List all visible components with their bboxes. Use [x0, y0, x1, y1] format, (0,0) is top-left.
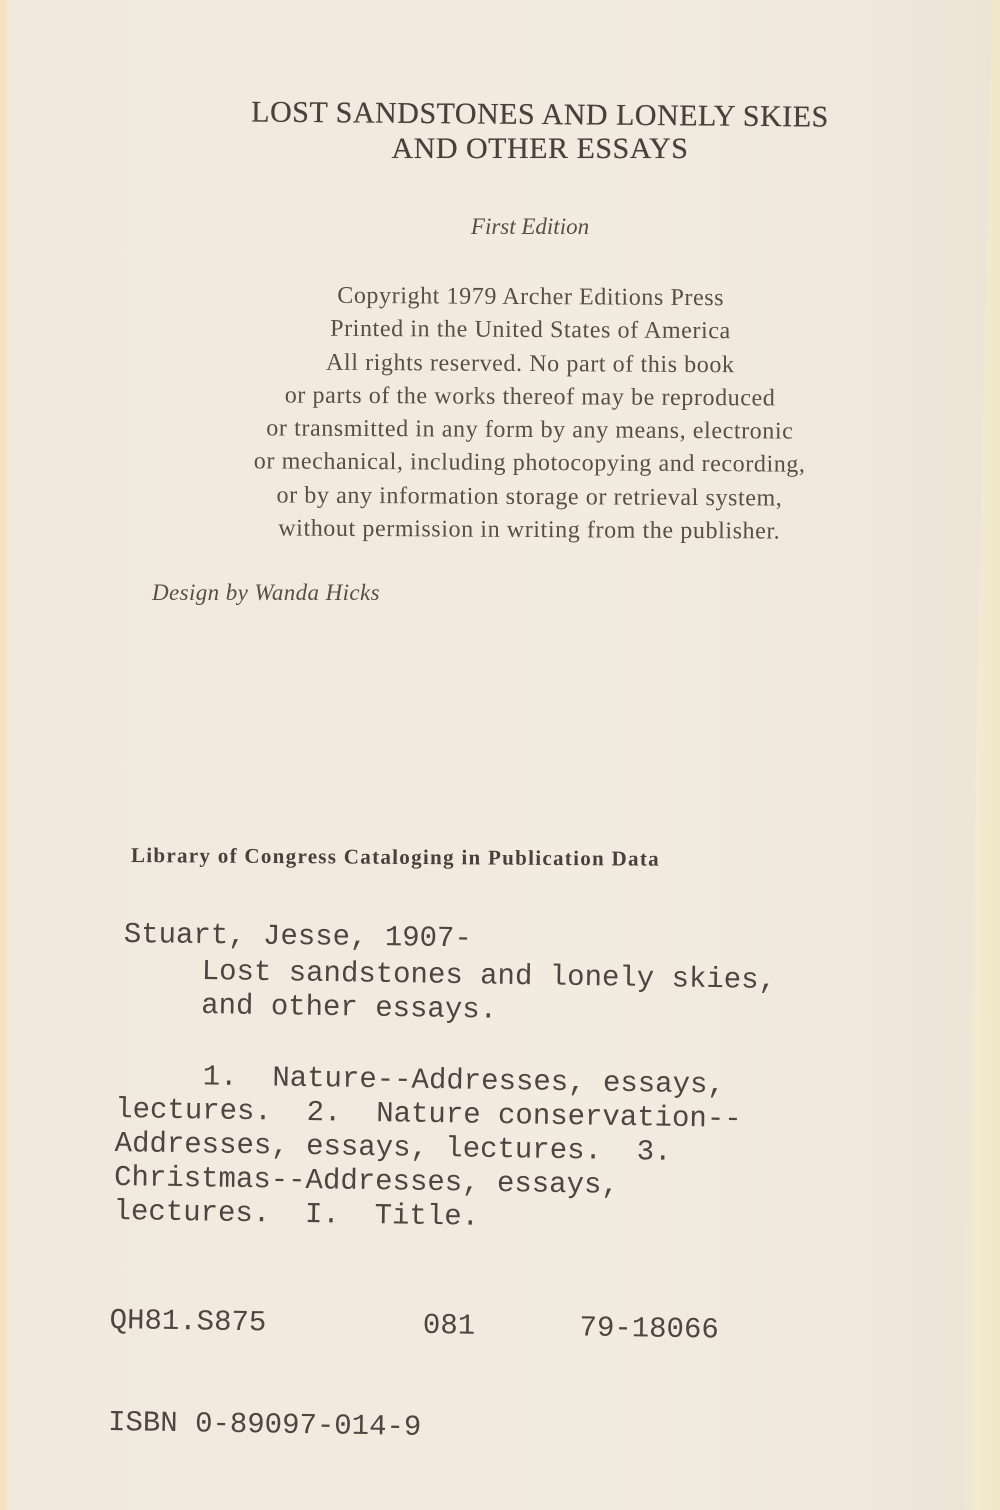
cip-classification — [107, 1236, 720, 1484]
call-number: QH81.S875 — [109, 1303, 267, 1340]
copyright-line: or transmitted in any form by any means, electronic — [266, 415, 794, 445]
cip-heading: Library of Congress Cataloging in Publication Data — [130, 843, 661, 871]
cip-subject-line: 1. Nature--Addresses, essays, — [115, 1059, 726, 1102]
cip-author: Stuart, Jesse, 1907- — [123, 918, 473, 956]
copyright-notice — [149, 279, 911, 550]
cip-title — [201, 955, 776, 1032]
copyright-line: or mechanical, including photocopying and recording, — [253, 448, 806, 479]
dewey-number: 081 — [422, 1308, 476, 1343]
copyright-line: Printed in the United States of America — [330, 316, 731, 345]
copyright-line: or parts of the works thereof may be reproduced — [284, 382, 776, 412]
isbn: ISBN 0-89097-014-9 — [107, 1405, 422, 1444]
page-left-edge — [0, 0, 7, 1510]
copyright-line: All rights reserved. No part of this book — [325, 349, 735, 378]
cip-subject-line: lectures. I. Title. — [113, 1194, 480, 1234]
book-title-line-2: AND OTHER ESSAYS — [391, 132, 689, 165]
cip-title-line: and other essays. — [200, 988, 498, 1027]
cip-subject-line: Christmas--Addresses, essays, — [113, 1160, 620, 1202]
copyright-line: Copyright 1979 Archer Editions Press — [337, 282, 725, 312]
cip-subject-line: Addresses, essays, lectures. 3. — [114, 1126, 672, 1169]
cip-title-line: Lost sandstones and lonely skies, — [201, 955, 777, 998]
cip-subjects — [113, 1059, 742, 1239]
lccn: 79-18066 — [579, 1311, 720, 1347]
edition-label: First Edition — [470, 214, 590, 239]
copyright-line: or by any information storage or retrieval system, — [276, 482, 783, 512]
book-title-line-1: LOST SANDSTONES AND LONELY SKIES — [251, 95, 829, 134]
copyright-line: without permission in writing from the publisher. — [278, 515, 781, 545]
cip-numbers-row — [109, 1304, 719, 1348]
design-credit: Design by Wanda Hicks — [152, 580, 380, 605]
cip-subject-line: lectures. 2. Nature conservation-- — [114, 1092, 742, 1136]
